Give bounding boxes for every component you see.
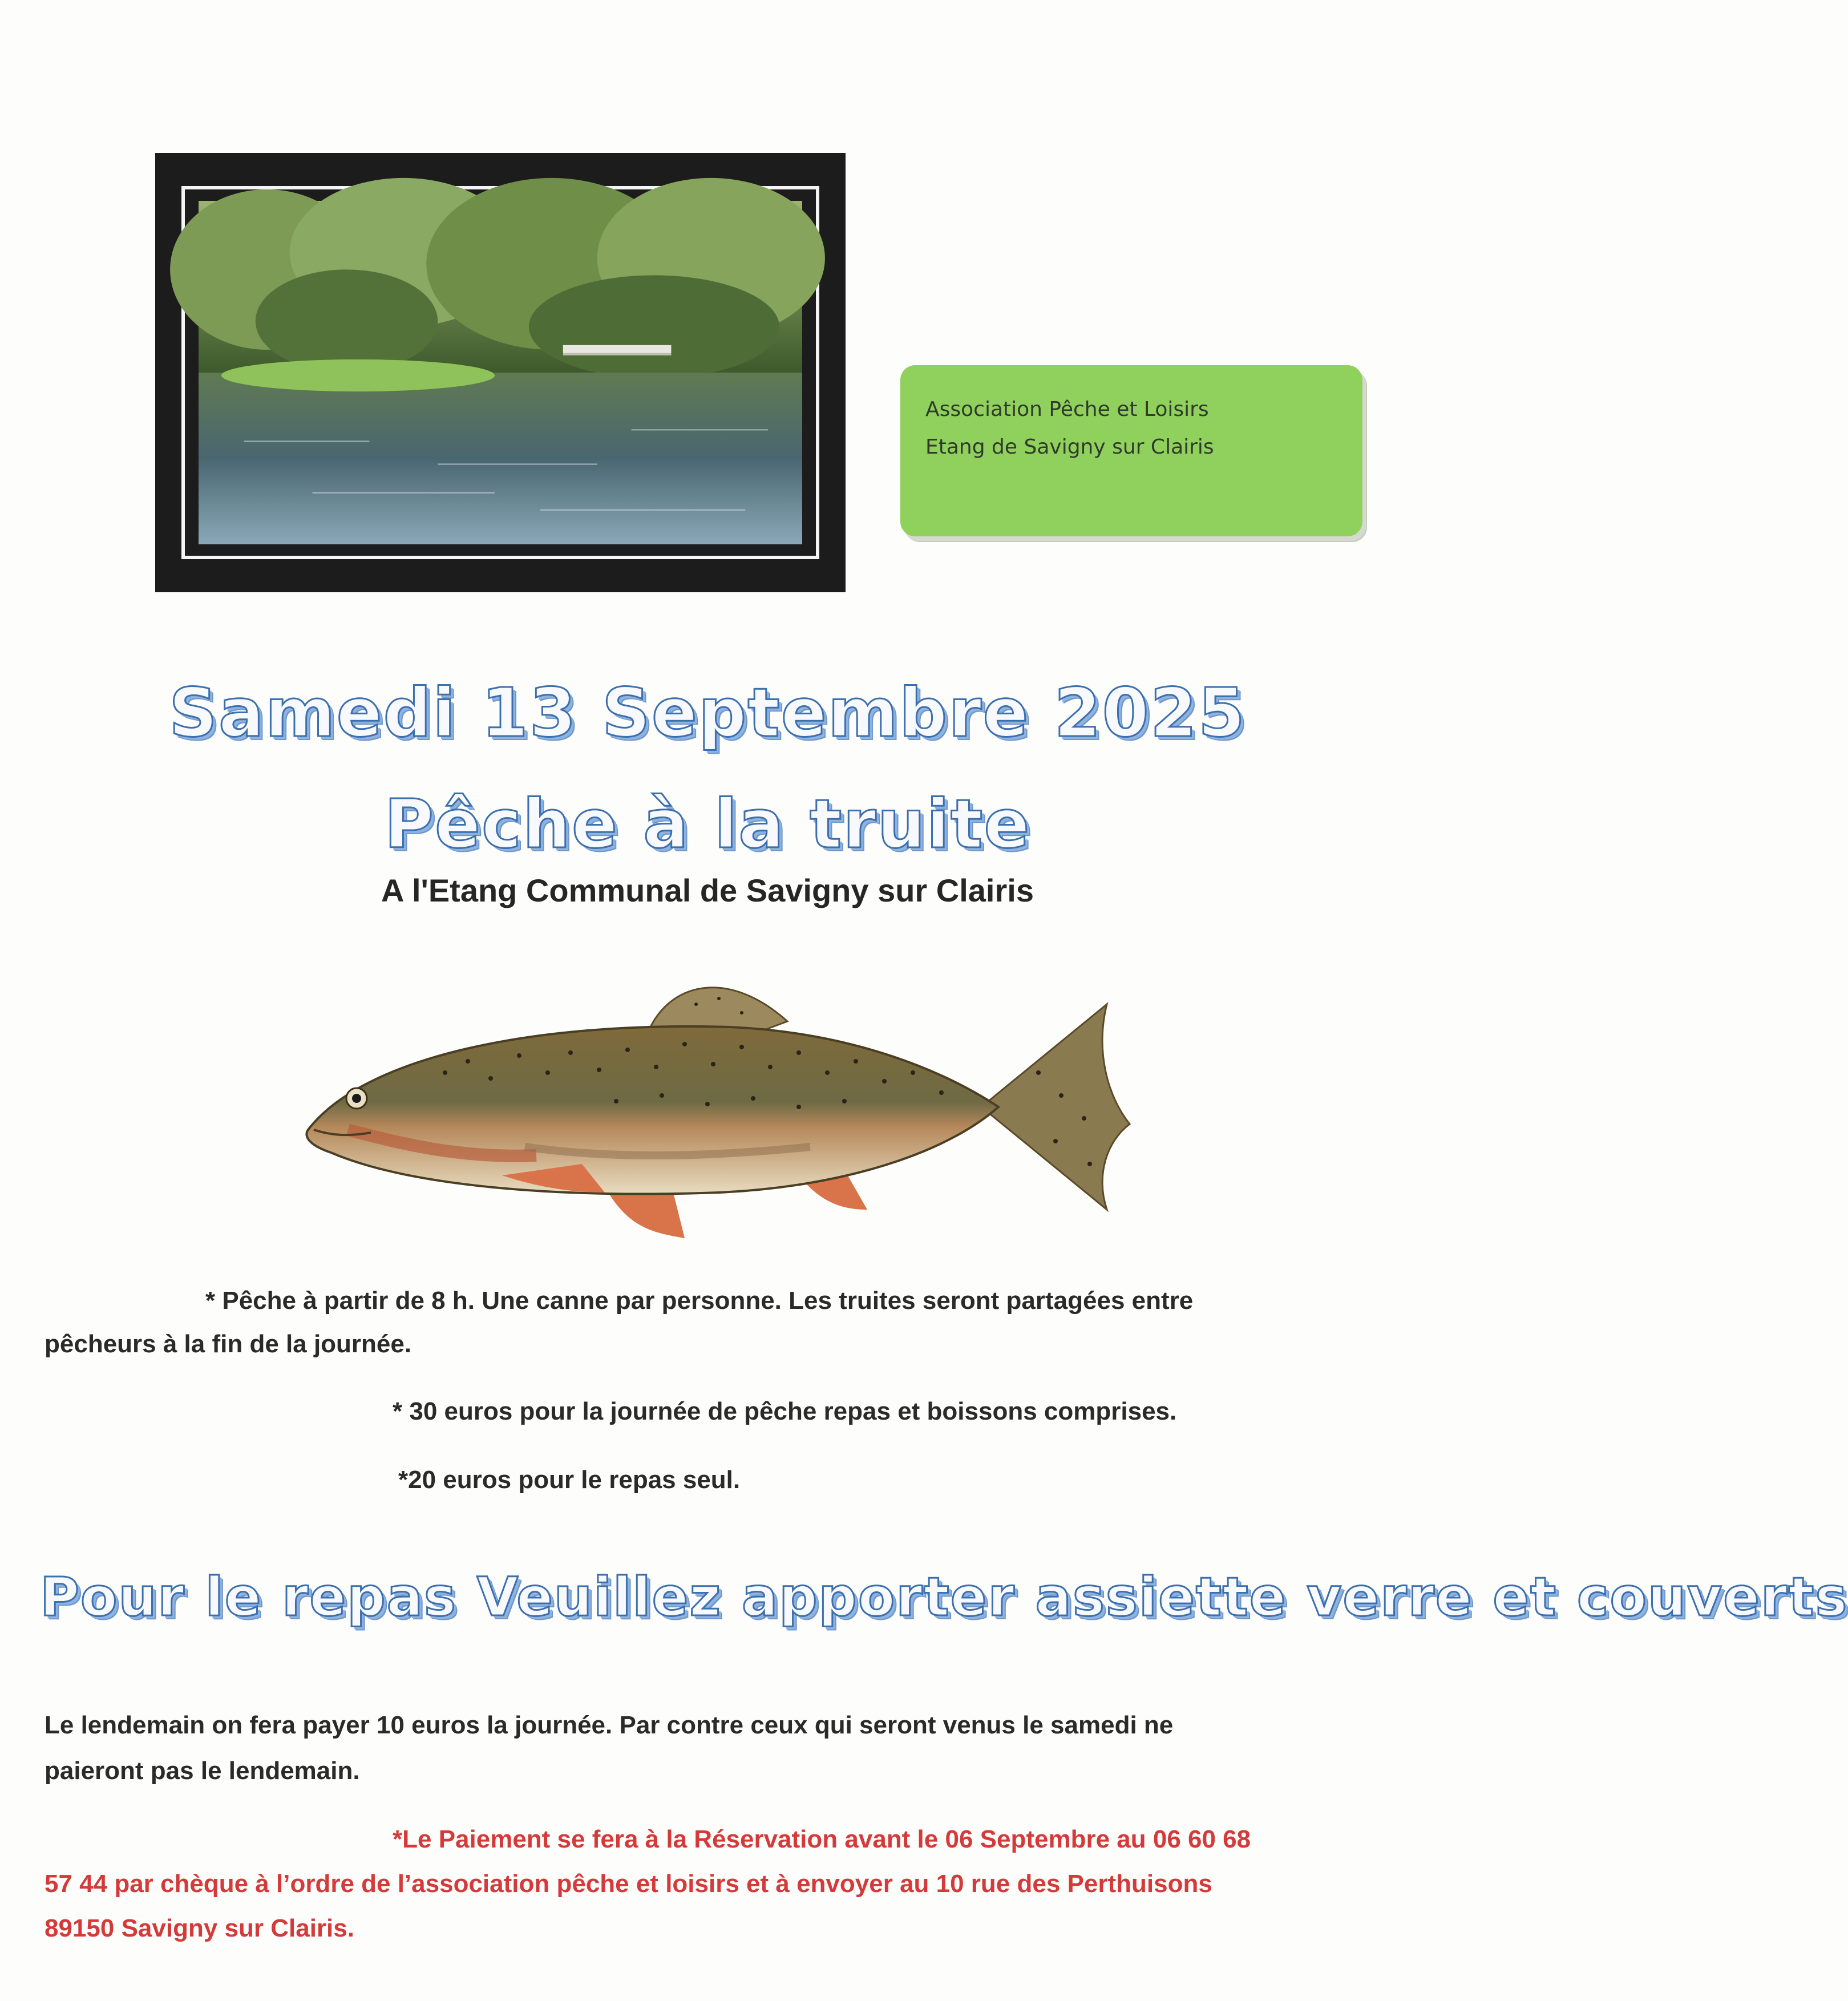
association-name: Association Pêche et Loisirs	[925, 398, 1209, 421]
meal-reminder: Pour le repas Veuillez apporter assiette verre et couverts	[40, 1566, 1848, 1628]
event-date: Samedi 13 Septembre 2025	[169, 673, 1246, 752]
next-day-info-cont: paieront pas le lendemain.	[45, 1757, 360, 1785]
payment-info-cont: 57 44 par chèque à l’ordre de l’association pêche et loisirs et à envoyer au 10 rue des Perthuisons	[45, 1870, 1212, 1898]
photo-border	[181, 186, 819, 559]
detail-price-full-day: * 30 euros pour la journée de pêche repas et boissons comprises.	[393, 1397, 1177, 1425]
next-day-info: Le lendemain on fera payer 10 euros la journée. Par contre ceux qui seront venus le samedi ne	[45, 1711, 1174, 1739]
detail-price-meal: *20 euros pour le repas seul.	[398, 1466, 741, 1494]
association-box	[900, 365, 1362, 536]
pond-illustration	[199, 201, 802, 544]
event-title: Pêche à la truite	[384, 785, 1031, 863]
payment-address: 89150 Savigny sur Clairis.	[45, 1914, 354, 1942]
association-location: Etang de Savigny sur Clairis	[925, 435, 1214, 459]
trout-illustration	[297, 959, 1130, 1244]
photo-frame	[155, 153, 846, 592]
detail-fishing-hours: * Pêche à partir de 8 h. Une canne par personne. Les truites seront partagées entre	[205, 1287, 1194, 1315]
payment-info: *Le Paiement se fera à la Réservation avant le 06 Septembre au 06 60 68	[393, 1825, 1251, 1853]
detail-fishing-hours-cont: pêcheurs à la fin de la journée.	[45, 1330, 412, 1358]
event-location: A l'Etang Communal de Savigny sur Clairis	[381, 872, 1034, 908]
pond-photo	[199, 201, 802, 544]
